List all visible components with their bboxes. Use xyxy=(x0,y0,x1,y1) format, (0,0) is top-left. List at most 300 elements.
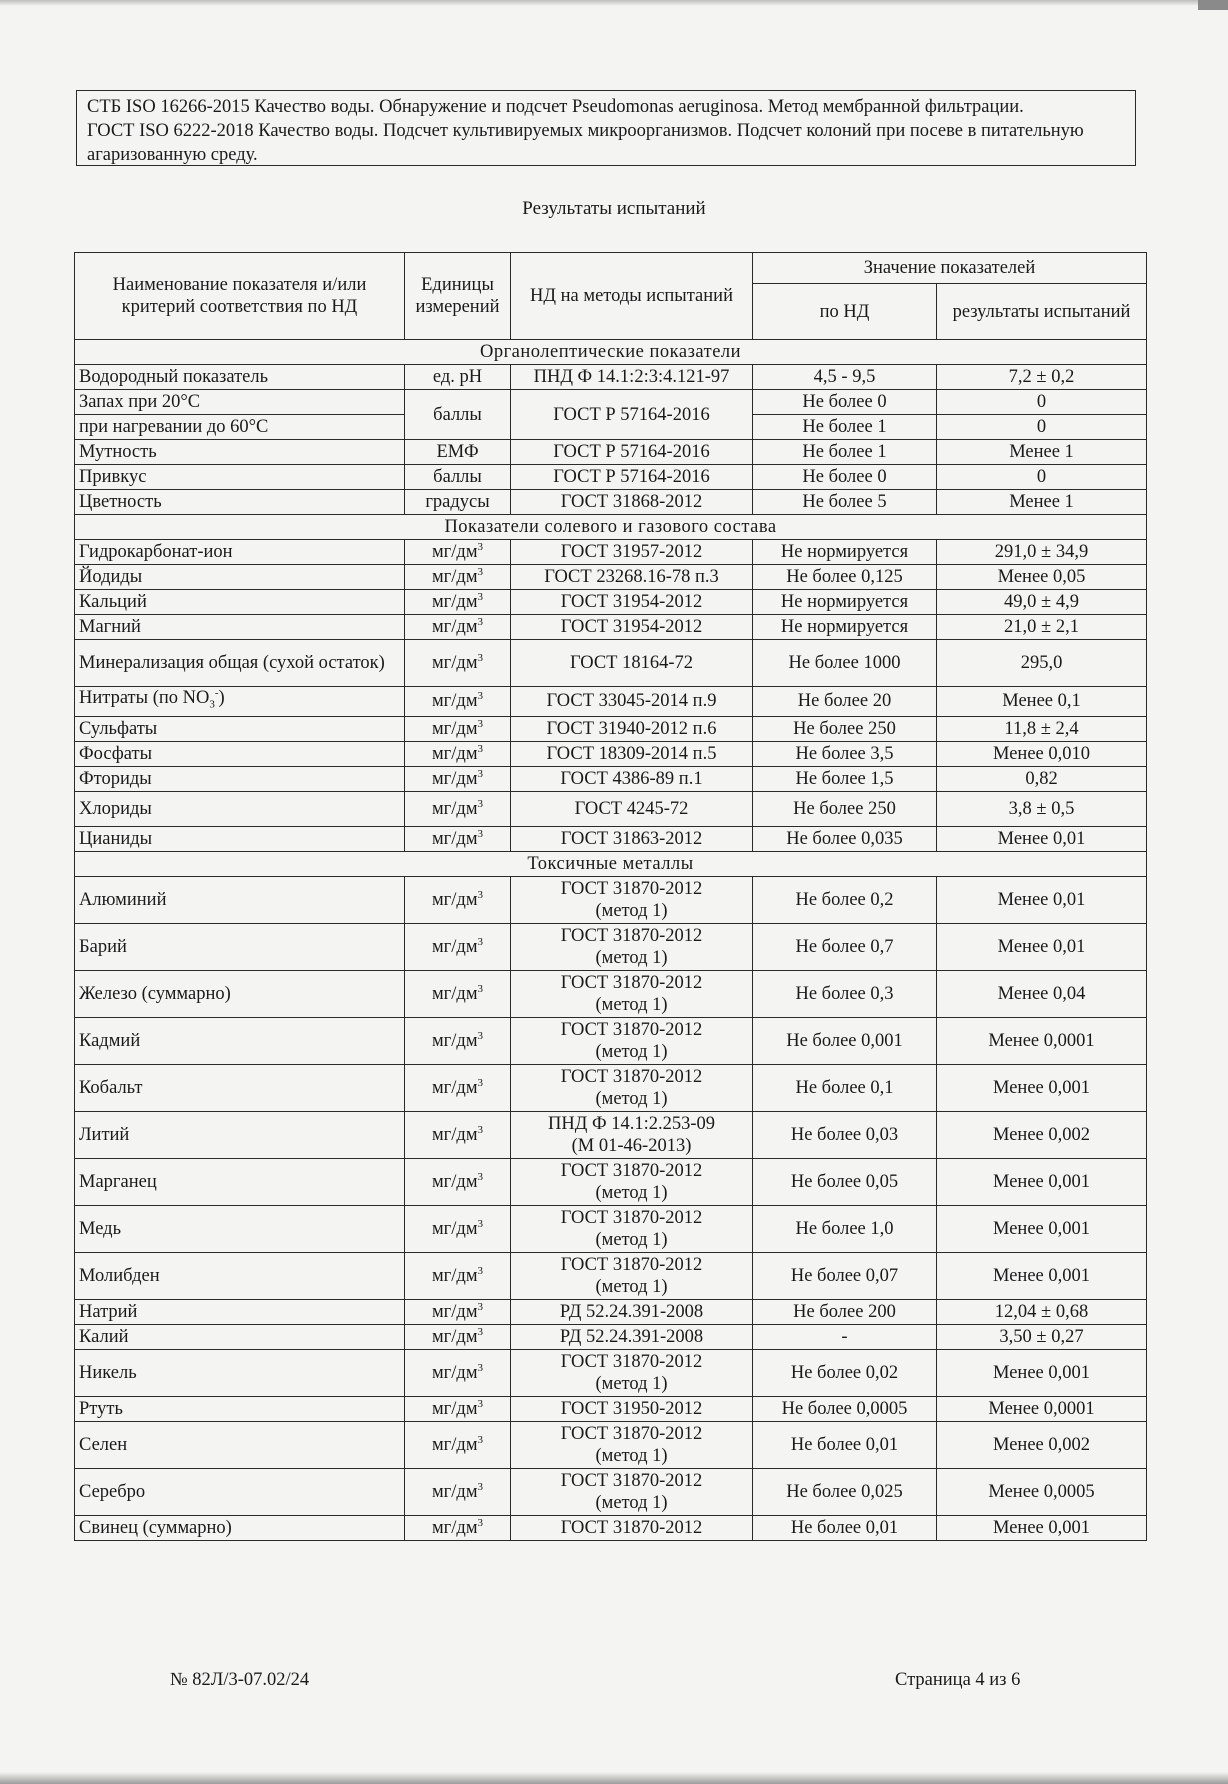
method-cell xyxy=(511,640,753,687)
indicator-name: Молибден xyxy=(75,1252,405,1299)
table-row xyxy=(75,923,1147,970)
result-cell: Менее 0,04 xyxy=(937,970,1147,1017)
unit-text: мг/дм xyxy=(431,1265,478,1286)
indicator-name: Натрий xyxy=(75,1299,405,1324)
method-cell xyxy=(511,970,753,1017)
table-row xyxy=(75,1111,1147,1158)
header-norm: по НД xyxy=(753,284,937,340)
table-row xyxy=(75,490,1147,515)
method-subtext: (метод 1) xyxy=(595,1182,668,1203)
method-cell xyxy=(511,1158,753,1205)
result-cell: Менее 0,001 xyxy=(937,1064,1147,1111)
method-cell xyxy=(511,590,753,615)
method-cell xyxy=(511,615,753,640)
result-cell: 3,8 ± 0,5 xyxy=(937,791,1147,826)
formula-subscript: 3 xyxy=(209,698,215,711)
page-corner-mark xyxy=(1198,0,1228,10)
unit-cell: баллы xyxy=(405,390,511,440)
unit-cell xyxy=(405,615,511,640)
header-name: Наименование показателя и/или критерий соответствия по НД xyxy=(75,253,405,340)
unit-text: мг/дм xyxy=(431,718,478,739)
unit-cell xyxy=(405,716,511,741)
method-cell: ГОСТ Р 57164-2016 xyxy=(511,440,753,465)
table-row xyxy=(75,440,1147,465)
norm-cell: Не более 3,5 xyxy=(753,741,937,766)
unit-text: мг/дм xyxy=(431,1301,478,1322)
section-row xyxy=(75,515,1147,540)
indicator-text: Фториды xyxy=(79,768,152,789)
header-units: Единицы измерений xyxy=(405,253,511,340)
table-row xyxy=(75,1205,1147,1252)
method-subtext: (метод 1) xyxy=(595,1229,668,1250)
table-row xyxy=(75,791,1147,826)
method-text: ГОСТ 31870-2012 xyxy=(560,1517,703,1538)
method-subtext: (метод 1) xyxy=(595,1492,668,1513)
unit-cell xyxy=(405,540,511,565)
indicator-name: Селен xyxy=(75,1421,405,1468)
norm-cell: 4,5 - 9,5 xyxy=(753,365,937,390)
method-text: ГОСТ 31954-2012 xyxy=(560,617,703,637)
table-row xyxy=(75,465,1147,490)
result-cell: 49,0 ± 4,9 xyxy=(937,590,1147,615)
indicator-name: Привкус xyxy=(75,465,405,490)
unit-text: мг/дм xyxy=(431,743,478,764)
norm-cell: Не более 250 xyxy=(753,716,937,741)
result-cell: Менее 0,0005 xyxy=(937,1468,1147,1515)
unit-cell xyxy=(405,1205,511,1252)
header-result: результаты испытаний xyxy=(937,284,1147,340)
norm-cell: Не более 0,02 xyxy=(753,1349,937,1396)
table-row xyxy=(75,365,1147,390)
table-row xyxy=(75,1515,1147,1540)
method-cell xyxy=(511,1396,753,1421)
unit-exponent: 3 xyxy=(477,590,484,603)
indicator-name: Свинец (суммарно) xyxy=(75,1515,405,1540)
unit-text: мг/дм xyxy=(431,1171,478,1192)
indicator-name xyxy=(75,615,405,640)
table-row xyxy=(75,1017,1147,1064)
method-text: ПНД Ф 14.1:2.253-09 xyxy=(547,1113,715,1134)
table-row xyxy=(75,970,1147,1017)
method-subtext: (метод 1) xyxy=(595,1276,668,1297)
unit-cell xyxy=(405,1111,511,1158)
unit-cell xyxy=(405,826,511,851)
method-cell: ГОСТ 31868-2012 xyxy=(511,490,753,515)
result-cell: 11,8 ± 2,4 xyxy=(937,716,1147,741)
norm-cell: Не более 0,0005 xyxy=(753,1396,937,1421)
method-text: ГОСТ 31870-2012 xyxy=(560,1160,703,1181)
result-cell: 12,04 ± 0,68 xyxy=(937,1299,1147,1324)
page-edge xyxy=(0,0,1228,6)
indicator-name: Никель xyxy=(75,1349,405,1396)
unit-exponent: 3 xyxy=(477,1516,484,1529)
result-cell: Менее 0,001 xyxy=(937,1158,1147,1205)
unit-cell xyxy=(405,687,511,717)
table-row xyxy=(75,826,1147,851)
indicator-text: Йодиды xyxy=(79,567,143,587)
unit-cell xyxy=(405,1017,511,1064)
method-text: ГОСТ 23268.16-78 п.3 xyxy=(544,567,719,587)
method-cell xyxy=(511,716,753,741)
table-row xyxy=(75,565,1147,590)
table-row xyxy=(75,876,1147,923)
unit-exponent: 3 xyxy=(477,767,484,780)
method-subtext: (метод 1) xyxy=(595,947,668,968)
indicator-name: Запах при 20°С xyxy=(75,390,405,415)
method-cell xyxy=(511,1324,753,1349)
method-subtext: (метод 1) xyxy=(595,900,668,921)
result-cell: 0 xyxy=(937,390,1147,415)
indicator-name xyxy=(75,687,405,717)
result-cell: 295,0 xyxy=(937,640,1147,687)
method-cell xyxy=(511,766,753,791)
norm-cell: Не нормируется xyxy=(753,540,937,565)
method-cell: ГОСТ Р 57164-2016 xyxy=(511,390,753,440)
table-row xyxy=(75,540,1147,565)
unit-text: мг/дм xyxy=(431,889,478,910)
table-row xyxy=(75,615,1147,640)
unit-text: мг/дм xyxy=(431,828,478,849)
norm-cell: Не более 1,0 xyxy=(753,1205,937,1252)
norm-cell: Не более 1000 xyxy=(753,640,937,687)
unit-text: мг/дм xyxy=(431,1481,478,1502)
section-row xyxy=(75,851,1147,876)
unit-text: мг/дм xyxy=(431,1362,478,1383)
indicator-text-end: ) xyxy=(218,688,225,708)
unit-cell xyxy=(405,1396,511,1421)
result-cell: Менее 0,05 xyxy=(937,565,1147,590)
method-text: РД 52.24.391-2008 xyxy=(559,1326,704,1347)
table-row xyxy=(75,640,1147,687)
unit-exponent: 3 xyxy=(477,1217,484,1230)
unit-text: мг/дм xyxy=(431,1124,478,1145)
unit-cell: градусы xyxy=(405,490,511,515)
indicator-text: Кальций xyxy=(79,592,147,612)
unit-exponent: 3 xyxy=(477,827,484,840)
method-subtext: (метод 1) xyxy=(595,1041,668,1062)
table-header-row xyxy=(75,253,1147,284)
result-cell: 0,82 xyxy=(937,766,1147,791)
indicator-name: при нагревании до 60°С xyxy=(75,415,405,440)
norm-cell: Не более 200 xyxy=(753,1299,937,1324)
unit-cell xyxy=(405,1064,511,1111)
result-cell: 3,50 ± 0,27 xyxy=(937,1324,1147,1349)
table-row xyxy=(75,390,1147,415)
unit-text: мг/дм xyxy=(431,1434,478,1455)
header-method: НД на методы испытаний xyxy=(511,253,753,340)
indicator-name: Литий xyxy=(75,1111,405,1158)
indicator-name: Ртуть xyxy=(75,1396,405,1421)
result-cell: Менее 0,0001 xyxy=(937,1017,1147,1064)
method-text: ГОСТ 31870-2012 xyxy=(560,1351,703,1372)
result-cell: 21,0 ± 2,1 xyxy=(937,615,1147,640)
unit-text: мг/дм xyxy=(431,1077,478,1098)
unit-cell xyxy=(405,741,511,766)
method-cell xyxy=(511,791,753,826)
result-cell: Менее 0,001 xyxy=(937,1205,1147,1252)
section-row xyxy=(75,340,1147,365)
method-text: ГОСТ 31870-2012 xyxy=(560,1470,703,1491)
method-cell xyxy=(511,923,753,970)
norm-cell: Не более 250 xyxy=(753,791,937,826)
method-text: ГОСТ 31954-2012 xyxy=(560,592,703,612)
norm-cell: Не более 1 xyxy=(753,440,937,465)
unit-exponent: 3 xyxy=(477,540,484,553)
norm-cell: Не более 0,035 xyxy=(753,826,937,851)
result-cell: 7,2 ± 0,2 xyxy=(937,365,1147,390)
indicator-name xyxy=(75,716,405,741)
unit-text: мг/дм xyxy=(431,542,478,562)
table-row xyxy=(75,1349,1147,1396)
method-cell xyxy=(511,1515,753,1540)
unit-cell xyxy=(405,766,511,791)
unit-exponent: 3 xyxy=(477,1029,484,1042)
indicator-name xyxy=(75,826,405,851)
unit-cell xyxy=(405,970,511,1017)
norm-cell: Не более 0,125 xyxy=(753,565,937,590)
unit-exponent: 3 xyxy=(477,690,484,703)
unit-cell xyxy=(405,791,511,826)
unit-exponent: 3 xyxy=(477,888,484,901)
method-text: РД 52.24.391-2008 xyxy=(559,1301,704,1322)
unit-text: мг/дм xyxy=(431,592,478,612)
unit-exponent: 3 xyxy=(477,1397,484,1410)
unit-exponent: 3 xyxy=(477,797,484,810)
method-cell xyxy=(511,826,753,851)
section-title: Органолептические показатели xyxy=(75,340,1147,365)
unit-text: мг/дм xyxy=(431,798,478,819)
norm-cell: Не более 0,03 xyxy=(753,1111,937,1158)
results-table xyxy=(74,252,1147,1541)
method-cell: ГОСТ Р 57164-2016 xyxy=(511,465,753,490)
unit-text: мг/дм xyxy=(431,936,478,957)
method-cell xyxy=(511,1064,753,1111)
table-row xyxy=(75,741,1147,766)
indicator-text: Цианиды xyxy=(79,828,153,849)
result-cell: Менее 0,001 xyxy=(937,1349,1147,1396)
method-cell xyxy=(511,741,753,766)
unit-exponent: 3 xyxy=(477,1170,484,1183)
method-text: ГОСТ 31957-2012 xyxy=(560,542,703,562)
result-cell: Менее 0,010 xyxy=(937,741,1147,766)
result-cell: Менее 1 xyxy=(937,490,1147,515)
section-title: Показатели солевого и газового состава xyxy=(75,515,1147,540)
indicator-text: Фосфаты xyxy=(79,743,152,764)
norm-cell: Не более 0 xyxy=(753,390,937,415)
method-text: ГОСТ 18164-72 xyxy=(570,653,693,673)
unit-text: мг/дм xyxy=(431,1030,478,1051)
result-cell: Менее 0,01 xyxy=(937,876,1147,923)
unit-text: мг/дм xyxy=(431,768,478,789)
unit-text: мг/дм xyxy=(431,1218,478,1239)
unit-exponent: 3 xyxy=(477,1361,484,1374)
norm-cell: Не более 0,05 xyxy=(753,1158,937,1205)
result-cell: 0 xyxy=(937,465,1147,490)
norm-cell: Не более 0,1 xyxy=(753,1064,937,1111)
indicator-text: Минерализация общая (сухой остаток) xyxy=(79,653,385,673)
method-text: ГОСТ 4386-89 п.1 xyxy=(560,768,703,789)
method-subtext: (метод 1) xyxy=(595,994,668,1015)
norm-cell: Не более 0,001 xyxy=(753,1017,937,1064)
unit-cell xyxy=(405,876,511,923)
indicator-name xyxy=(75,640,405,687)
unit-exponent: 3 xyxy=(477,651,484,664)
indicator-name: Медь xyxy=(75,1205,405,1252)
method-text: ГОСТ 31870-2012 xyxy=(560,1019,703,1040)
method-cell: ПНД Ф 14.1:2:3:4.121-97 xyxy=(511,365,753,390)
indicator-name: Водородный показатель xyxy=(75,365,405,390)
method-line: ГОСТ ISO 6222-2018 Качество воды. Подсчет культивируемых микроорганизмов. Подсчет колоний при посеве в питательную агаризованную среду. xyxy=(87,121,1084,165)
unit-text: мг/дм xyxy=(431,983,478,1004)
result-cell: Менее 0,002 xyxy=(937,1111,1147,1158)
method-text: ГОСТ 18309-2014 п.5 xyxy=(546,743,717,764)
indicator-name: Мутность xyxy=(75,440,405,465)
indicator-name xyxy=(75,741,405,766)
table-row xyxy=(75,1299,1147,1324)
method-text: ГОСТ 31940-2012 п.6 xyxy=(546,718,717,739)
indicator-name: Алюминий xyxy=(75,876,405,923)
table-row xyxy=(75,590,1147,615)
method-subtext: (М 01-46-2013) xyxy=(571,1135,692,1156)
norm-cell: Не нормируется xyxy=(753,590,937,615)
norm-cell: Не более 1 xyxy=(753,415,937,440)
unit-exponent: 3 xyxy=(477,935,484,948)
indicator-text: Гидрокарбонат-ион xyxy=(79,542,233,562)
norm-cell: Не более 0 xyxy=(753,465,937,490)
method-subtext: (метод 1) xyxy=(595,1373,668,1394)
result-cell: Менее 0,0001 xyxy=(937,1396,1147,1421)
method-cell xyxy=(511,876,753,923)
method-subtext: (метод 1) xyxy=(595,1088,668,1109)
norm-cell: Не более 0,3 xyxy=(753,970,937,1017)
indicator-name: Марганец xyxy=(75,1158,405,1205)
section-title: Токсичные металлы xyxy=(75,851,1147,876)
results-title: Результаты испытаний xyxy=(522,198,706,219)
method-text: ГОСТ 31870-2012 xyxy=(560,925,703,946)
unit-exponent: 3 xyxy=(477,1123,484,1136)
method-text: ГОСТ 31950-2012 xyxy=(560,1398,703,1419)
table-row xyxy=(75,1468,1147,1515)
unit-cell: ЕМФ xyxy=(405,440,511,465)
indicator-text: Сульфаты xyxy=(79,718,158,739)
unit-cell xyxy=(405,1468,511,1515)
method-text: ГОСТ 31870-2012 xyxy=(560,1066,703,1087)
unit-cell xyxy=(405,1252,511,1299)
unit-exponent: 3 xyxy=(477,982,484,995)
unit-exponent: 3 xyxy=(477,1325,484,1338)
indicator-name: Барий xyxy=(75,923,405,970)
unit-exponent: 3 xyxy=(477,1433,484,1446)
result-cell: Менее 1 xyxy=(937,440,1147,465)
method-text: ГОСТ 31870-2012 xyxy=(560,1254,703,1275)
norm-cell: Не более 5 xyxy=(753,490,937,515)
method-text: ГОСТ 33045-2014 п.9 xyxy=(546,691,717,712)
method-text: ГОСТ 31870-2012 xyxy=(560,1207,703,1228)
norm-cell: Не более 20 xyxy=(753,687,937,717)
unit-text: мг/дм xyxy=(431,567,478,587)
indicator-name xyxy=(75,590,405,615)
norm-cell: Не более 0,025 xyxy=(753,1468,937,1515)
unit-text: мг/дм xyxy=(431,1517,478,1538)
unit-text: мг/дм xyxy=(431,1326,478,1347)
result-cell: 0 xyxy=(937,415,1147,440)
unit-cell xyxy=(405,1421,511,1468)
indicator-name: Кадмий xyxy=(75,1017,405,1064)
unit-exponent: 3 xyxy=(477,565,484,578)
unit-exponent: 3 xyxy=(477,717,484,730)
indicator-text: Магний xyxy=(79,617,141,637)
method-subtext: (метод 1) xyxy=(595,1445,668,1466)
result-cell: Менее 0,001 xyxy=(937,1252,1147,1299)
indicator-text: Хлориды xyxy=(79,798,152,819)
indicator-name: Цветность xyxy=(75,490,405,515)
method-cell xyxy=(511,1299,753,1324)
method-cell xyxy=(511,540,753,565)
indicator-name: Кобальт xyxy=(75,1064,405,1111)
unit-exponent: 3 xyxy=(477,615,484,628)
norm-cell: Не более 1,5 xyxy=(753,766,937,791)
unit-exponent: 3 xyxy=(477,1264,484,1277)
method-line: СТБ ISO 16266-2015 Качество воды. Обнаружение и подсчет Pseudomonas aeruginosa. Метод мембранной фильтрации. xyxy=(87,97,1024,117)
table-row xyxy=(75,1252,1147,1299)
unit-exponent: 3 xyxy=(477,1076,484,1089)
norm-cell: Не нормируется xyxy=(753,615,937,640)
norm-cell: Не более 0,7 xyxy=(753,923,937,970)
table-row xyxy=(75,1421,1147,1468)
table-row xyxy=(75,687,1147,717)
unit-cell xyxy=(405,1158,511,1205)
unit-text: мг/дм xyxy=(431,691,478,712)
unit-cell xyxy=(405,1324,511,1349)
unit-exponent: 3 xyxy=(477,742,484,755)
norm-cell: Не более 0,01 xyxy=(753,1515,937,1540)
unit-cell xyxy=(405,1299,511,1324)
formula-charge: - xyxy=(214,686,219,699)
indicator-name xyxy=(75,540,405,565)
result-cell: 291,0 ± 34,9 xyxy=(937,540,1147,565)
unit-cell xyxy=(405,640,511,687)
indicator-name: Железо (суммарно) xyxy=(75,970,405,1017)
unit-cell xyxy=(405,590,511,615)
indicator-name: Калий xyxy=(75,1324,405,1349)
result-cell: Менее 0,01 xyxy=(937,826,1147,851)
method-text: ГОСТ 4245-72 xyxy=(574,798,689,819)
methods-box xyxy=(76,90,1136,166)
page-number: Страница 4 из 6 xyxy=(895,1670,1021,1690)
indicator-name: Серебро xyxy=(75,1468,405,1515)
method-text: ГОСТ 31870-2012 xyxy=(560,1423,703,1444)
unit-text: мг/дм xyxy=(431,653,478,673)
page-edge xyxy=(0,1772,1228,1784)
result-cell: Менее 0,01 xyxy=(937,923,1147,970)
indicator-name xyxy=(75,791,405,826)
unit-text: мг/дм xyxy=(431,617,478,637)
method-cell xyxy=(511,1205,753,1252)
unit-cell xyxy=(405,1349,511,1396)
table-row xyxy=(75,1396,1147,1421)
method-cell xyxy=(511,1349,753,1396)
norm-cell: Не более 0,2 xyxy=(753,876,937,923)
result-cell: Менее 0,1 xyxy=(937,687,1147,717)
table-row xyxy=(75,716,1147,741)
result-cell: Менее 0,002 xyxy=(937,1421,1147,1468)
unit-text: мг/дм xyxy=(431,1398,478,1419)
method-cell xyxy=(511,1017,753,1064)
table-row xyxy=(75,1158,1147,1205)
table-row xyxy=(75,766,1147,791)
unit-cell xyxy=(405,1515,511,1540)
method-text: ГОСТ 31870-2012 xyxy=(560,972,703,993)
